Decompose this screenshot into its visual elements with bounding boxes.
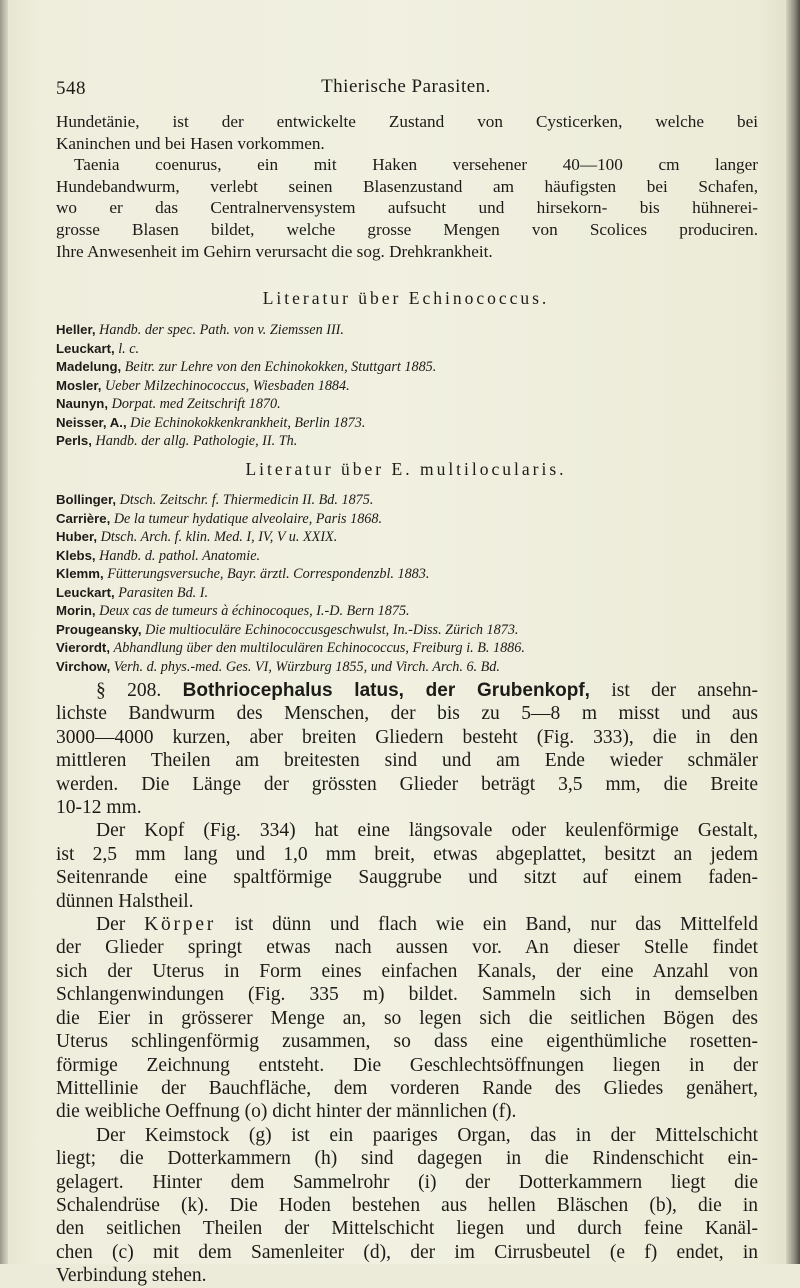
reference-author: Madelung, <box>56 359 122 374</box>
text-line: Schlangenwindungen (Fig. 335 m) bildet. Sammeln sich in demselben <box>56 984 758 1006</box>
reference-entry <box>56 358 758 377</box>
text-line: mittleren Theilen am breitesten sind und am Ende wieder schmäler <box>56 750 758 772</box>
section-208 <box>56 679 758 1288</box>
text-line: grosse Blasen bildet, welche grosse Mengen von Scolices produciren. <box>56 219 758 239</box>
reference-entry <box>56 528 758 547</box>
reference-work: l. c. <box>118 340 140 357</box>
reference-author: Neisser, A., <box>56 414 127 430</box>
reference-entry <box>56 547 758 566</box>
reference-work: Dtsch. Arch. f. klin. Med. I, IV, V u. XXIX. <box>100 529 338 545</box>
reference-list-multilocularis <box>56 491 758 676</box>
literature-heading-multilocularis: Literatur über E. multilocularis. <box>245 459 567 479</box>
text-line: den seitlichen Theilen der Mittelschicht liegen und durch feine Kanäl- <box>56 1218 758 1240</box>
text-line: Verbindung stehen. <box>56 1265 207 1287</box>
reference-entry <box>56 621 758 640</box>
text-line: wo er das Centralnervensystem aufsucht und hirsekorn- bis hühnerei- <box>56 198 758 218</box>
reference-entry <box>56 491 758 510</box>
reference-entry <box>56 565 758 584</box>
reference-work: Dorpat. med Zeitschrift 1870. <box>111 396 281 412</box>
reference-entry <box>56 414 758 433</box>
text-line: werden. Die Länge der grössten Glieder beträgt 3,5 mm, die Breite <box>56 773 758 795</box>
intro-paragraph <box>56 111 758 262</box>
reference-author: Leuckart, <box>56 340 115 356</box>
reference-author: Heller, <box>56 322 96 337</box>
text-fragment: ist dünn und flach wie ein Band, nur das Mittelfeld <box>234 914 758 936</box>
text-line: ist 2,5 mm lang und 1,0 mm breit, etwas abgeplattet, besitzt an jedem <box>56 843 758 865</box>
text-line: 10-12 mm. <box>56 797 142 819</box>
text-line: Uterus schlingenförmig zusammen, so dass eine eigenthümliche rosetten- <box>56 1031 758 1053</box>
running-title: Thierische Parasiten. <box>321 76 491 97</box>
reference-author: Bollinger, <box>56 492 117 507</box>
reference-entry <box>56 321 758 340</box>
text-line: Hundetänie, ist der entwickelte Zustand von Cysticerken, welche bei <box>56 112 758 131</box>
reference-work: Dtsch. Zeitschr. f. Thiermedicin II. Bd. 1875. <box>119 492 374 508</box>
reference-author: Leuckart, <box>56 584 115 600</box>
text-line: Taenia coenurus, ein mit Haken versehener 40—100 cm langer <box>74 155 758 175</box>
reference-work: Die multioculäre Echinococcusgeschwulst, In.-Diss. Zürich 1873. <box>145 621 519 638</box>
section-number: § 208. <box>96 680 162 701</box>
reference-author: Vierordt, <box>56 640 110 655</box>
text-line: Hundebandwurm, verlebt seinen Blasenzustand am häufigsten bei Schafen, <box>56 176 758 196</box>
reference-entry <box>56 658 758 677</box>
reference-author: Klebs, <box>56 547 96 563</box>
text-line: sich der Uterus in Form eines einfachen Kanals, der eine Anzahl von <box>56 960 758 982</box>
text-line: Kaninchen und bei Hasen vorkommen. <box>56 133 325 153</box>
reference-list-echinococcus <box>56 321 758 451</box>
reference-entry <box>56 377 758 396</box>
reference-work: Deux cas de tumeurs à échinocoques, I.-D. Bern 1875. <box>99 603 410 619</box>
reference-work: Fütterungsversuche, Bayr. ärztl. Correspondenzbl. 1883. <box>107 566 430 582</box>
text-line: Ihre Anwesenheit im Gehirn verursacht die sog. Drehkrankheit. <box>56 241 493 261</box>
text-line <box>56 913 758 936</box>
text-line: chen (c) mit dem Samenleiter (d), der im Cirrusbeutel (e f) endet, in <box>56 1241 758 1263</box>
reference-work: Handb. der spec. Path. von v. Ziemssen III. <box>99 322 344 338</box>
reference-entry <box>56 602 758 621</box>
text-line: ist der ansehn- <box>611 680 759 701</box>
text-fragment: Der <box>96 914 126 936</box>
reference-author: Huber, <box>56 529 98 544</box>
text-line: Schalendrüse (k). Die Hoden bestehen aus hellen Bläschen (b), die in <box>56 1194 758 1216</box>
reference-work: Handb. d. pathol. Anatomie. <box>99 547 261 564</box>
reference-author: Virchow, <box>56 658 111 674</box>
page-left-edge <box>0 0 8 1264</box>
reference-work: Handb. der allg. Pathologie, II. Th. <box>95 433 298 449</box>
text-line: 3000—4000 kurzen, aber breiten Gliedern besteht (Fig. 333), die in den <box>56 726 758 748</box>
reference-author: Morin, <box>56 603 96 618</box>
reference-work: Abhandlung über den multiloculären Echinococcus, Freiburg i. B. 1886. <box>113 640 525 656</box>
reference-work: De la tumeur hydatique alveolaire, Paris 1868. <box>113 510 383 527</box>
reference-entry <box>56 432 758 451</box>
text-line: liegt; die Dotterkammern (h) sind dagegen in die Rindenschicht ein- <box>56 1148 758 1170</box>
text-line: lichste Bandwurm des Menschen, der bis zu 5—8 m misst und aus <box>56 703 758 725</box>
section-title: Bothriocephalus latus, der Grubenkopf, <box>182 680 590 701</box>
reference-work: Verh. d. phys.-med. Ges. VI, Würzburg 1855, und Virch. Arch. 6. Bd. <box>113 658 500 675</box>
reference-entry <box>56 395 758 414</box>
reference-entry <box>56 340 758 359</box>
text-line: die weibliche Oeffnung (o) dicht hinter der männlichen (f). <box>56 1101 517 1123</box>
section-heading-line <box>56 679 758 702</box>
reference-entry <box>56 639 758 658</box>
reference-author: Mosler, <box>56 377 102 393</box>
koerper-word: Körper <box>144 914 217 936</box>
text-line: dünnen Halstheil. <box>56 890 194 912</box>
reference-work: Parasiten Bd. I. <box>118 584 209 601</box>
literature-heading-echinococcus: Literatur über Echinococcus. <box>262 288 550 308</box>
text-line: Der Keimstock (g) ist ein paariges Organ, das in der Mittelschicht <box>96 1124 758 1146</box>
reference-work: Beitr. zur Lehre von den Echinokokken, Stuttgart 1885. <box>124 359 437 375</box>
reference-author: Klemm, <box>56 566 104 581</box>
reference-entry <box>56 510 758 529</box>
reference-author: Naunyn, <box>56 396 109 411</box>
text-line: Seitenrande eine spaltförmige Sauggrube und sitzt auf einem faden- <box>56 867 758 889</box>
reference-work: Die Echinokokkenkrankheit, Berlin 1873. <box>130 414 366 431</box>
page-right-edge <box>786 0 800 1264</box>
reference-author: Perls, <box>56 433 92 448</box>
text-line: Mittellinie der Bauchfläche, dem vorderen Rande des Gliedes genähert, <box>56 1077 758 1099</box>
reference-entry <box>56 584 758 603</box>
text-line: der Glieder springt etwas nach aussen vor. An dieser Stelle findet <box>56 937 758 959</box>
page-header <box>56 76 756 100</box>
text-line: die Eier in grösserer Menge an, so legen sich die seitlichen Bögen des <box>56 1007 758 1029</box>
text-line: förmige Zeichnung entsteht. Die Geschlechtsöffnungen liegen in der <box>56 1054 758 1076</box>
text-line: Der Kopf (Fig. 334) hat eine längsovale oder keulenförmige Gestalt, <box>96 820 758 842</box>
reference-author: Carrière, <box>56 510 111 526</box>
text-line: gelagert. Hinter dem Sammelrohr (i) der Dotterkammern liegt die <box>56 1171 758 1193</box>
page-number: 548 <box>56 78 86 99</box>
reference-work: Ueber Milzechinococcus, Wiesbaden 1884. <box>105 377 350 394</box>
reference-author: Prougeansky, <box>56 621 142 637</box>
